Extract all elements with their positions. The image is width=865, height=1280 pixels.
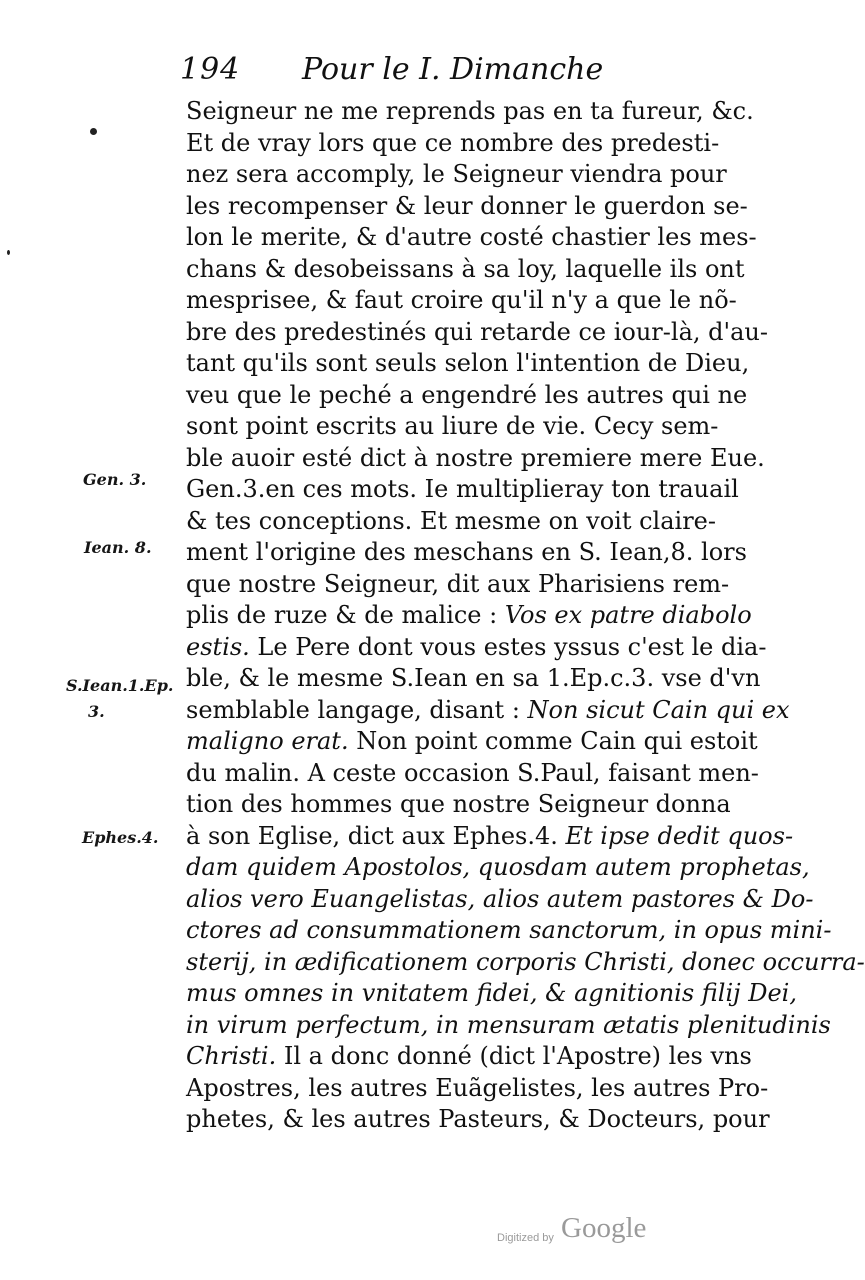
text-line (186, 443, 765, 475)
text-line (186, 632, 767, 664)
text-line (186, 96, 754, 128)
page-number: 194 (180, 52, 241, 87)
text-segment: tant qu'ils sont seuls selon l'intention de Dieu, (186, 349, 750, 377)
text-line (186, 1073, 769, 1105)
body-text (186, 96, 865, 1136)
margin-note-siean: S.Iean.1.Ep. (66, 676, 174, 695)
text-segment: Le Pere dont vous estes yssus c'est le dia- (249, 632, 767, 661)
text-line (186, 380, 748, 412)
text-segment: sont point escrits au liure de vie. Cecy sem- (186, 412, 719, 440)
text-segment: bre des predestinés qui retarde ce iour-là, d'au- (186, 317, 768, 346)
google-logo: Google (561, 1212, 647, 1244)
latin-quotation: maligno erat. (186, 727, 349, 755)
page-header (180, 52, 620, 96)
text-segment: lon le merite, & d'autre costé chastier les mes- (186, 223, 757, 251)
text-segment: semblable langage, disant : (186, 695, 528, 724)
margin-note-siean-cont: 3. (88, 702, 105, 721)
text-line (186, 600, 752, 632)
text-segment: veu que le peché a engendré les autres qui ne (186, 380, 748, 409)
text-segment: Seigneur ne me reprends pas en ta fureur, &c. (186, 97, 754, 125)
text-segment: du malin. A ceste occasion S.Paul, faisant men- (186, 758, 759, 787)
text-segment: ble auoir esté dict à nostre premiere mere Eue. (186, 443, 765, 472)
latin-quotation: ctores ad consummationem sanctorum, in opus mini- (186, 916, 832, 944)
text-line (186, 978, 797, 1010)
margin-note-iean: Iean. 8. (84, 538, 152, 557)
text-line (186, 474, 739, 506)
ink-speck (90, 128, 97, 135)
text-line (186, 789, 731, 821)
latin-quotation: sterij, in ædificationem corporis Christi, donec occurra- (186, 947, 865, 976)
text-segment: Il a donc donné (dict l'Apostre) les vns (276, 1042, 752, 1070)
text-segment: tion des hommes que nostre Seigneur donna (186, 790, 731, 818)
latin-quotation: alios vero Euangelistas, alios autem pastores & Do- (186, 884, 814, 913)
text-segment: nez sera accomply, le Seigneur viendra pour (186, 160, 727, 188)
text-line (186, 1104, 770, 1136)
text-line (186, 947, 865, 979)
text-segment: Et de vray lors que ce nombre des predesti- (186, 128, 720, 157)
text-line (186, 159, 727, 191)
latin-quotation: estis. (186, 632, 250, 661)
latin-quotation: mus omnes in vnitatem fidei, & agnitionis filij Dei, (186, 979, 797, 1007)
text-line (186, 506, 716, 538)
latin-quotation: Non sicut Cain qui ex (527, 695, 790, 724)
text-line (186, 695, 790, 727)
text-segment: chans & desobeissans à sa loy, laquelle ils ont (186, 254, 745, 283)
text-line (186, 884, 814, 916)
text-line (186, 1010, 831, 1042)
text-segment: mesprisee, & faut croire qu'il n'y a que le nõ- (186, 286, 737, 314)
text-line (186, 537, 747, 569)
text-segment: Apostres, les autres Euãgelistes, les autres Pro- (186, 1073, 769, 1102)
text-segment: phetes, & les autres Pasteurs, & Docteurs, pour (186, 1105, 770, 1133)
text-line (186, 663, 761, 695)
text-line (186, 569, 730, 601)
text-segment: les recompenser & leur donner le guerdon se- (186, 191, 748, 220)
text-segment: ment l'origine des meschans en S. Iean,8. lors (186, 538, 747, 566)
text-line (186, 1041, 752, 1073)
latin-quotation: Et ipse dedit quos- (565, 821, 794, 850)
text-segment: plis de ruze & de malice : (186, 601, 505, 629)
text-line (186, 821, 794, 853)
text-segment: Gen.3.en ces mots. Ie multiplieray ton trauail (186, 475, 739, 503)
margin-note-gen: Gen. 3. (83, 470, 147, 489)
text-line (186, 128, 720, 160)
text-segment: que nostre Seigneur, dit aux Pharisiens rem- (186, 569, 730, 598)
latin-quotation: Vos ex patre diabolo (504, 601, 752, 629)
text-line (186, 222, 757, 254)
text-line (186, 191, 748, 223)
text-line (186, 348, 750, 380)
text-segment: Non point comme Cain qui estoit (348, 727, 758, 755)
latin-quotation: Christi. (186, 1042, 277, 1070)
ink-speck (7, 250, 10, 255)
text-line (186, 915, 832, 947)
latin-quotation: in virum perfectum, in mensuram ætatis plenitudinis (186, 1010, 831, 1039)
digitized-watermark (497, 1212, 667, 1252)
margin-notes (0, 0, 187, 1280)
text-line (186, 758, 759, 790)
running-head: Pour le I. Dimanche (302, 52, 604, 87)
text-line (186, 317, 768, 349)
text-line (186, 852, 810, 884)
text-segment: & tes conceptions. Et mesme on voit claire- (186, 506, 716, 535)
text-line (186, 285, 737, 317)
text-line (186, 726, 758, 758)
text-segment: à son Eglise, dict aux Ephes.4. (186, 821, 566, 850)
margin-note-ephes: Ephes.4. (82, 828, 159, 847)
text-segment: ble, & le mesme S.Iean en sa 1.Ep.c.3. vse d'vn (186, 664, 761, 692)
text-line (186, 411, 719, 443)
digitized-by-label: Digitized by (497, 1232, 554, 1244)
text-line (186, 254, 745, 286)
latin-quotation: dam quidem Apostolos, quosdam autem prophetas, (186, 853, 810, 881)
